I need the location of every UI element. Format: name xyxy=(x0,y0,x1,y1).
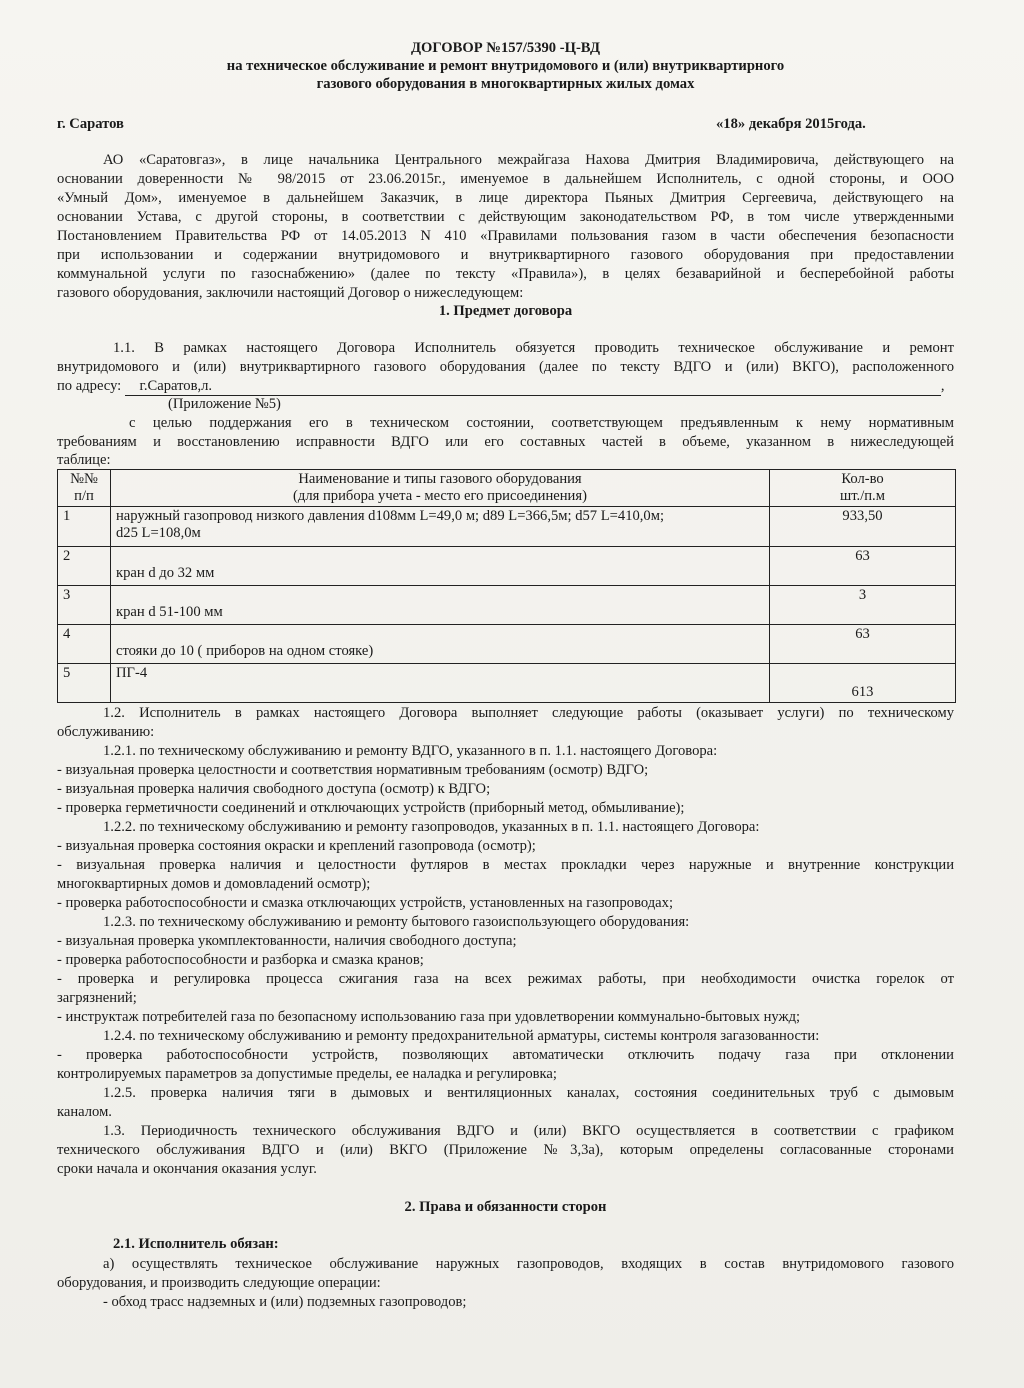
p123-c2: загрязнений; xyxy=(57,990,137,1006)
p125-line-1: 1.2.5. проверка наличия тяги в дымовых и вентиляционных каналах, состояния соединительных труб с дымовым xyxy=(103,1085,954,1101)
row-name: ПГ-4 xyxy=(111,664,770,703)
p123-a: - визуальная проверка укомплектованности, наличия свободного доступа; xyxy=(57,933,517,949)
p123: 1.2.3. по техническому обслуживанию и ремонту бытового газоиспользующего оборудования: xyxy=(103,914,690,930)
p121-a: - визуальная проверка целостности и соответствия нормативным требованиям (осмотр) ВДГО; xyxy=(57,762,649,778)
address-label: по адресу: xyxy=(57,378,122,394)
table-row xyxy=(58,547,956,586)
section-2-heading: 2. Права и обязанности сторон xyxy=(404,1199,607,1215)
p11-address-line: по адресу: г.Саратов,л. , xyxy=(57,378,945,394)
header-num: №№ п/п xyxy=(58,470,111,507)
p122-b2: многоквартирных домов и домовладений осмотр); xyxy=(57,876,371,892)
p11-line-6: требованиям и восстановлению исправности ВДГО или его составных частей в объеме, указанном в нижеследующей xyxy=(57,434,954,450)
header-qty: Кол-во шт./п.м xyxy=(770,470,956,507)
header-name: Наименование и типы газового оборудования (для прибора учета - место его присоединения) xyxy=(111,470,770,507)
p123-c1: - проверка и регулировка процесса сжигания газа на всех режимах работы, при необходимости очистка горелок от xyxy=(57,971,954,987)
s2-a-line-2: оборудования, и производить следующие операции: xyxy=(57,1275,381,1291)
p11-line-5: с целью поддержания его в техническом состоянии, соответствующем предъявленным к нему нормативным xyxy=(129,415,954,431)
contract-date: «18» декабря 2015года. xyxy=(716,116,866,132)
contract-subtitle-2: газового оборудования в многоквартирных жилых домах xyxy=(316,76,695,92)
p124-a2: контролируемых параметров за допустимые пределы, ее наладка и регулировка; xyxy=(57,1066,557,1082)
contract-title: ДОГОВОР №157/5390 -Ц-ВД xyxy=(410,40,601,56)
row-name: наружный газопровод низкого давления d108мм L=49,0 м; d89 L=366,5м; d57 L=410,0м; d25 L=108,0м xyxy=(111,507,770,547)
intro-line-4: основании Устава, с другой стороны, в соответствии с действующим законодательством РФ, в том числе утвержденными xyxy=(57,209,954,225)
row-num: 1 xyxy=(58,507,111,547)
row-num: 2 xyxy=(58,547,111,586)
row-qty: 3 xyxy=(770,586,956,625)
table-row xyxy=(58,507,956,547)
intro-line-3: «Умный Дом», именуемое в дальнейшем Заказчик, в лице директора Пьяных Дмитрия Сергеевича, действующего на xyxy=(57,190,954,206)
p12-line-1: 1.2. Исполнитель в рамках настоящего Договора выполняет следующие работы (оказывает услуги) по техническому xyxy=(103,705,954,721)
row-name: кран d до 32 мм xyxy=(111,547,770,586)
intro-line-1: АО «Саратовгаз», в лице начальника Центрального межрайгаза Нахова Дмитрия Владимировича, действующего на xyxy=(103,152,954,168)
intro-line-5: Постановлением Правительства РФ от 14.05.2013 N 410 «Правилами пользования газом в части обеспечения безопасности xyxy=(57,228,954,244)
appendix-ref: (Приложение №5) xyxy=(168,396,281,412)
row-num: 3 xyxy=(58,586,111,625)
intro-line-7: коммунальной услуги по газоснабжению» (далее по тексту «Правила»), в целях безаварийной и бесперебойной работы xyxy=(57,266,954,282)
s2-a-item: - обход трасс надземных и (или) подземных газопроводов; xyxy=(103,1294,467,1310)
p124-a1: - проверка работоспособности устройств, позволяющих автоматически отключить подачу газа при отклонении xyxy=(57,1047,954,1063)
row-qty: 63 xyxy=(770,625,956,664)
row-qty: 613 xyxy=(770,664,956,703)
table-row xyxy=(58,625,956,664)
row-num: 4 xyxy=(58,625,111,664)
section-2-1-heading: 2.1. Исполнитель обязан: xyxy=(113,1236,279,1252)
p122-c: - проверка работоспособности и смазка отключающих устройств, установленных на газопроводах; xyxy=(57,895,674,911)
p121-c: - проверка герметичности соединений и отключающих устройств (приборный метод, обмыливание); xyxy=(57,800,685,816)
intro-line-2: основании доверенности № 98/2015 от 23.06.2015г., именуемое в дальнейшем Исполнитель, с одной стороны, и ООО xyxy=(57,171,954,187)
p121: 1.2.1. по техническому обслуживанию и ремонту ВДГО, указанного в п. 1.1. настоящего Договора: xyxy=(103,743,718,759)
p13-line-3: сроки начала и окончания оказания услуг. xyxy=(57,1161,317,1177)
section-1-heading: 1. Предмет договора xyxy=(438,303,573,319)
row-qty: 933,50 xyxy=(770,507,956,547)
table-row xyxy=(58,664,956,703)
table-header-row xyxy=(58,470,956,507)
p122-b1: - визуальная проверка наличия и целостности футляров в местах прокладки через наружные и внутренние конструкции xyxy=(57,857,954,873)
p124: 1.2.4. по техническому обслуживанию и ремонту предохранительной арматуры, системы контроля загазованности: xyxy=(103,1028,820,1044)
p13-line-1: 1.3. Периодичность технического обслуживания ВДГО и (или) ВКГО осуществляется в соответствии с графиком xyxy=(103,1123,954,1139)
row-qty: 63 xyxy=(770,547,956,586)
city: г. Саратов xyxy=(57,116,124,132)
p11-line-7: таблице: xyxy=(57,452,111,468)
row-name: стояки до 10 ( приборов на одном стояке) xyxy=(111,625,770,664)
intro-line-8: газового оборудования, заключили настоящий Договор о нижеследующем: xyxy=(57,285,524,301)
contract-subtitle-1: на техническое обслуживание и ремонт внутридомового и (или) внутриквартирного xyxy=(226,58,785,74)
p123-b: - проверка работоспособности и разборка и смазка кранов; xyxy=(57,952,424,968)
p12-line-2: обслуживанию: xyxy=(57,724,155,740)
p11-line-1: 1.1. В рамках настоящего Договора Исполнитель обязуется проводить техническое обслуживание и ремонт xyxy=(113,340,954,356)
row-name: кран d 51-100 мм xyxy=(111,586,770,625)
p121-b: - визуальная проверка наличия свободного доступа (осмотр) к ВДГО; xyxy=(57,781,491,797)
p13-line-2: технического обслуживания ВДГО и (или) ВКГО (Приложение №3,3а), которым определены согласованные сторонами xyxy=(57,1142,954,1158)
p122-a: - визуальная проверка состояния окраски и креплений газопровода (осмотр); xyxy=(57,838,536,854)
p125-line-2: каналом. xyxy=(57,1104,112,1120)
p123-d: - инструктаж потребителей газа по безопасному использованию газа при удовлетворении коммунально-бытовых нужд; xyxy=(57,1009,801,1025)
intro-line-6: при использовании и содержании внутридомового и внутриквартирного газового оборудования при предоставлении xyxy=(57,247,954,263)
s2-a-line-1: а) осуществлять техническое обслуживание наружных газопроводов, входящих в состав внутридомового газового xyxy=(103,1256,954,1272)
p122: 1.2.2. по техническому обслуживанию и ремонту газопроводов, указанных в п. 1.1. настоящего Договора: xyxy=(103,819,760,835)
address-field: г.Саратов,л. xyxy=(125,378,941,396)
table-row xyxy=(58,586,956,625)
p11-line-2: внутридомового и (или) внутриквартирного газового оборудования (далее по тексту ВДГО и (или) ВКГО), расположенного xyxy=(57,359,954,375)
row-num: 5 xyxy=(58,664,111,703)
equipment-table xyxy=(57,469,956,703)
